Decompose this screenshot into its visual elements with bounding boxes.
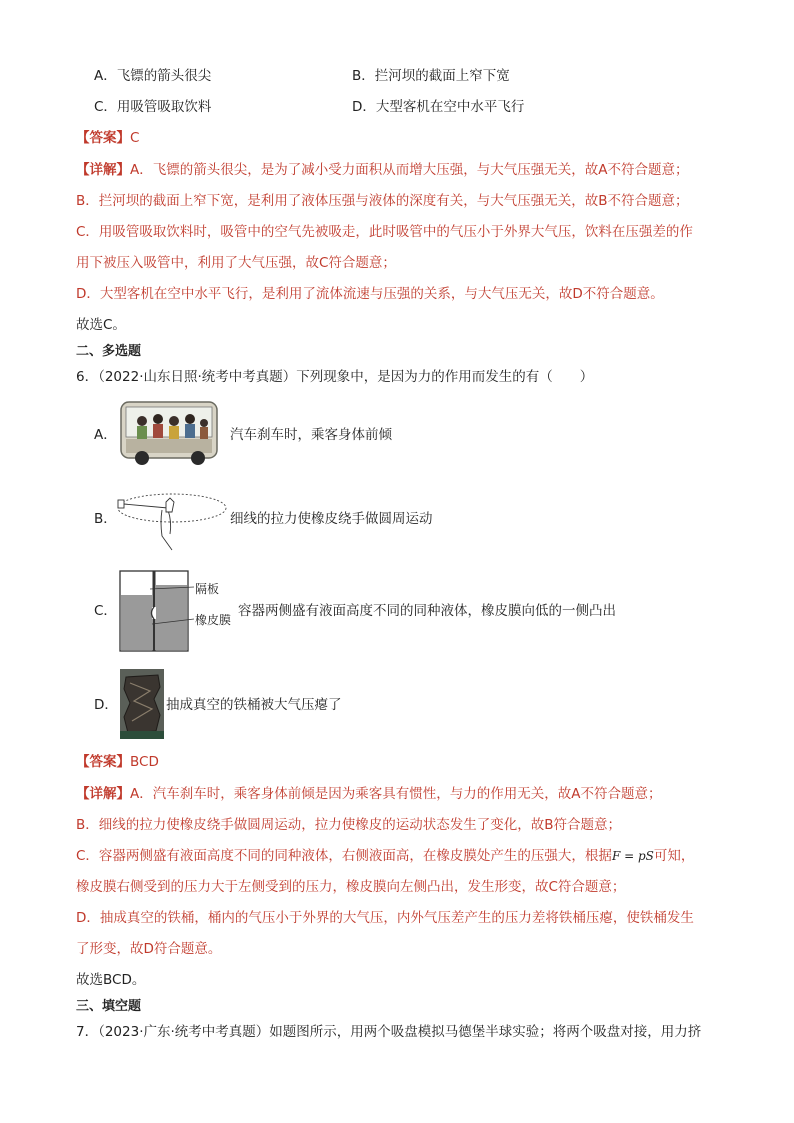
answer-tag: 【答案】	[76, 130, 130, 146]
q7-stem: 7．（2023·广东·统考中考真题）如题图所示，用两个吸盘模拟马德堡半球实验；将两个吸盘对接，用力挤	[76, 1024, 702, 1040]
detail-text-end: 可知，	[653, 848, 695, 864]
detail-text: A．飞镖的箭头很尖，是为了减小受力面积从而增大压强，与大气压强无关，故A不符合题意；	[130, 162, 689, 178]
label-partition: 隔板	[195, 582, 220, 596]
bus-braking-image	[120, 399, 220, 467]
q6-detail-line-6: 了形变，故D符合题意。	[76, 941, 222, 957]
formula: F = pS	[611, 849, 654, 863]
leader-lines	[150, 583, 196, 629]
q6-option-a-letter: A．	[94, 427, 117, 443]
q6-answer	[76, 752, 159, 772]
q5-detail-line-3: C．用吸管吸取饮料时，吸管中的空气先被吸走，此时吸管中的气压小于外界大气压，饮料在压强差的作	[76, 224, 693, 240]
detail-tag: 【详解】	[76, 786, 130, 802]
q6-stem: 6．（2022·山东日照·统考中考真题）下列现象中，是因为力的作用而发生的有（ ）	[76, 369, 594, 385]
q5-option-b: B．拦河坝的截面上窄下宽	[352, 68, 510, 84]
answer-value: BCD	[130, 754, 159, 770]
answer-tag: 【答案】	[76, 754, 130, 770]
q6-option-a-text: 汽车刹车时，乘客身体前倾	[230, 427, 392, 443]
q5-option-d: D．大型客机在空中水平飞行	[352, 99, 525, 115]
q5-detail-line-5: D．大型客机在空中水平飞行，是利用了流体流速与压强的关系，与大气压无关，故D不符合题意。	[76, 286, 664, 302]
label-rubber-membrane: 橡皮膜	[195, 613, 232, 627]
q6-option-c-text: 容器两侧盛有液面高度不同的同种液体，橡皮膜向低的一侧凸出	[238, 603, 616, 619]
q6-detail-line-5: D．抽成真空的铁桶，桶内的气压小于外界的大气压，内外气压差产生的压力差将铁桶压瘪，使铁桶发生	[76, 910, 694, 926]
q5-answer	[76, 128, 139, 148]
q6-detail-line-1	[76, 784, 661, 804]
q6-option-b-letter: B．	[94, 511, 117, 527]
section-heading-fill: 三、填空题	[76, 999, 142, 1014]
q5-option-a: A．飞镖的箭头很尖	[94, 68, 212, 84]
q5-detail-line-1	[76, 160, 688, 180]
q5-conclusion: 故选C。	[76, 317, 126, 333]
section-heading-multi: 二、多选题	[76, 344, 142, 359]
q6-detail-line-4: 橡皮膜右侧受到的压力大于左侧受到的压力，橡皮膜向左侧凸出，发生形变，故C符合题意；	[76, 879, 626, 895]
q5-detail-line-2: B．拦河坝的截面上窄下宽，是利用了液体压强与液体的深度有关，与大气压强无关，故B不符合题意；	[76, 193, 689, 209]
q6-option-d-letter: D．	[94, 697, 118, 713]
q6-option-d-text: 抽成真空的铁桶被大气压瘪了	[166, 697, 342, 713]
q5-detail-line-4: 用下被压入吸管中，利用了大气压强，故C符合题意；	[76, 255, 396, 271]
rubber-circular-motion-image	[116, 488, 228, 552]
detail-text: C．容器两侧盛有液面高度不同的同种液体，右侧液面高，在橡皮膜处产生的压强大，根据	[76, 848, 612, 864]
q6-option-b-text: 细线的拉力使橡皮绕手做圆周运动	[230, 511, 433, 527]
q6-option-c-letter: C．	[94, 603, 117, 619]
q6-detail-line-3	[76, 846, 694, 866]
q6-conclusion: 故选BCD。	[76, 972, 146, 988]
crushed-barrel-image	[120, 669, 164, 739]
q5-option-c: C．用吸管吸取饮料	[94, 99, 212, 115]
detail-tag: 【详解】	[76, 162, 130, 178]
q6-detail-line-2: B．细线的拉力使橡皮绕手做圆周运动，拉力使橡皮的运动状态发生了变化，故B符合题意；	[76, 817, 622, 833]
answer-value: C	[130, 130, 140, 146]
detail-text: A．汽车刹车时，乘客身体前倾是因为乘客具有惯性，与力的作用无关，故A不符合题意；	[130, 786, 662, 802]
